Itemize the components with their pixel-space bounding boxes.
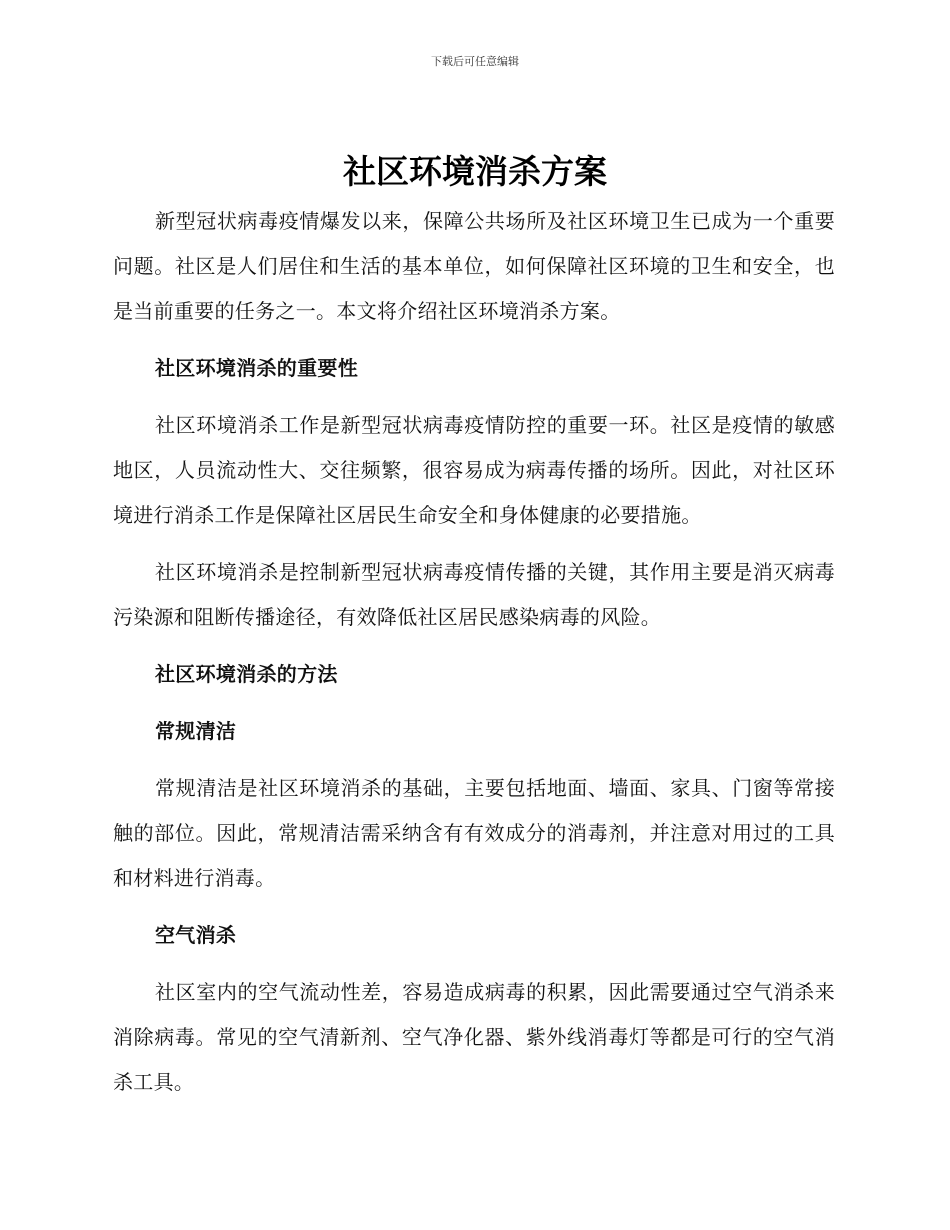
- intro-paragraph: 新型冠状病毒疫情爆发以来，保障公共场所及社区环境卫生已成为一个重要问题。社区是人们居住和生活的基本单位，如何保障社区环境的卫生和安全，也是当前重要的任务之一。本文将介绍社区环境消杀方案。: [113, 209, 835, 323]
- subheading-air-disinfection: 空气消杀: [155, 923, 237, 947]
- air-disinfection-paragraph: 社区室内的空气流动性差，容易造成病毒的积累，因此需要通过空气消杀来消除病毒。常见的空气清新剂、空气净化器、紫外线消毒灯等都是可行的空气消杀工具。: [113, 980, 835, 1094]
- document-title: 社区环境消杀方案: [343, 152, 607, 191]
- document-body: [113, 199, 835, 1105]
- page-header-note: 下载后可任意编辑: [431, 55, 519, 68]
- importance-paragraph-1: 社区环境消杀工作是新型冠状病毒疫情防控的重要一环。社区是疫情的敏感地区，人员流动性大、交往频繁，很容易成为病毒传播的场所。因此，对社区环境进行消杀工作是保障社区居民生命安全和身体健康的必要措施。: [113, 413, 835, 527]
- subheading-routine-cleaning: 常规清洁: [155, 719, 237, 743]
- section-heading-importance: 社区环境消杀的重要性: [155, 356, 358, 380]
- section-heading-methods: 社区环境消杀的方法: [155, 662, 338, 686]
- routine-cleaning-paragraph: 常规清洁是社区环境消杀的基础，主要包括地面、墙面、家具、门窗等常接触的部位。因此，常规清洁需采纳含有有效成分的消毒剂，并注意对用过的工具和材料进行消毒。: [113, 776, 835, 890]
- importance-paragraph-2: 社区环境消杀是控制新型冠状病毒疫情传播的关键，其作用主要是消灭病毒污染源和阻断传播途径，有效降低社区居民感染病毒的风险。: [113, 560, 835, 629]
